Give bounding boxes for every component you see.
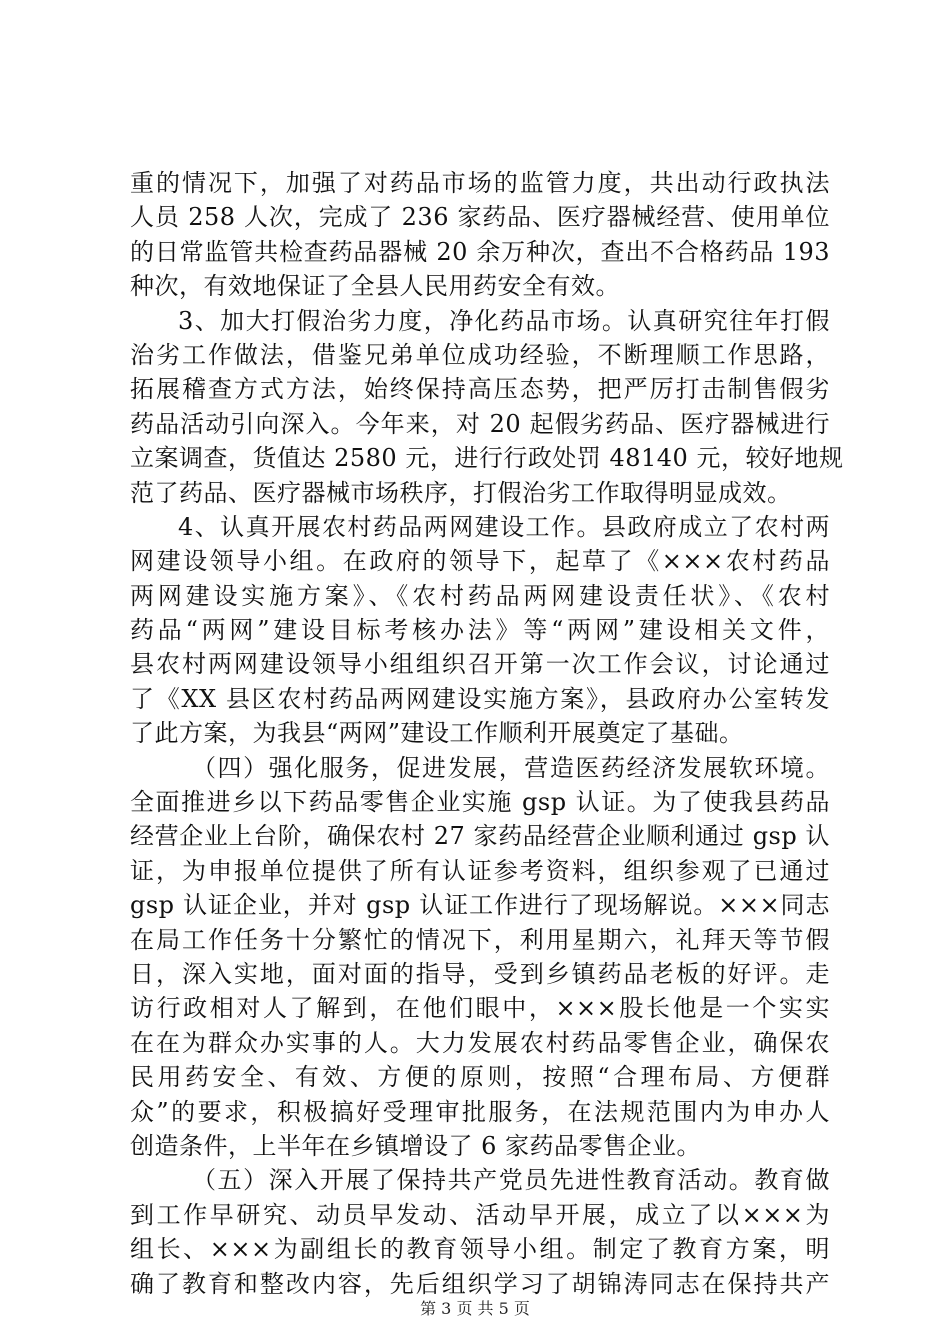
paragraph-start-line: 3、加大打假治劣力度，净化药品市场。认真研究往年打假	[178, 306, 830, 335]
section-heading-line: （五）深入开展了保持共产党员先进性教育活动。教育做	[192, 1166, 830, 1195]
text-line: 两网建设实施方案》、《农村药品两网建设责任状》、《农村	[130, 581, 830, 610]
text-line: 确了教育和整改内容，先后组织学习了胡锦涛同志在保持共产	[130, 1269, 830, 1298]
text-line: 日，深入实地，面对面的指导，受到乡镇药品老板的好评。走	[130, 959, 830, 988]
text-line: 重的情况下，加强了对药品市场的监管力度，共出动行政执法	[130, 169, 830, 197]
text-line: gsp 认证企业，并对 gsp 认证工作进行了现场解说。×××同志	[130, 891, 830, 920]
text-line: 在在为群众办实事的人。大力发展农村药品零售企业，确保农	[130, 1028, 830, 1057]
text-line: 在局工作任务十分繁忙的情况下，利用星期六，礼拜天等节假	[130, 925, 830, 954]
text-line: 民用药安全、有效、方便的原则，按照“合理布局、方便群	[130, 1063, 830, 1092]
text-line: 到工作早研究、动员早发动、活动早开展，成立了以×××为	[130, 1200, 830, 1229]
paragraph-start-line: 4、认真开展农村药品两网建设工作。县政府成立了农村两	[178, 512, 830, 541]
text-line: 众”的要求，积极搞好受理审批服务，在法规范围内为申办人	[130, 1097, 830, 1126]
text-line: 创造条件，上半年在乡镇增设了 6 家药品零售企业。	[130, 1131, 702, 1160]
text-line: 人员 258 人次，完成了 236 家药品、医疗器械经营、使用单位	[130, 203, 830, 232]
page-number-footer: 第 3 页 共 5 页	[420, 1299, 530, 1318]
text-line: 访行政相对人了解到，在他们眼中，×××股长他是一个实实	[130, 994, 830, 1023]
text-line: 范了药品、医疗器械市场秩序，打假治劣工作取得明显成效。	[130, 478, 792, 507]
text-line: 拓展稽查方式方法，始终保持高压态势，把严厉打击制售假劣	[130, 375, 830, 404]
document-body	[130, 166, 844, 1301]
section-heading-line: （四）强化服务，促进发展，营造医药经济发展软环境。	[192, 753, 830, 782]
text-line: 全面推进乡以下药品零售企业实施 gsp 认证。为了使我县药品	[130, 788, 830, 817]
text-line: 经营企业上台阶，确保农村 27 家药品经营企业顺利通过 gsp 认	[130, 822, 830, 851]
text-line: 药品活动引向深入。今年来，对 20 起假劣药品、医疗器械进行	[130, 409, 830, 438]
text-line: 了《XX 县区农村药品两网建设实施方案》，县政府办公室转发	[130, 684, 830, 713]
text-line: 了此方案，为我县“两网”建设工作顺利开展奠定了基础。	[130, 719, 744, 748]
text-line: 证，为申报单位提供了所有认证参考资料，组织参观了已通过	[130, 856, 830, 885]
text-line: 药品“两网”建设目标考核办法》等“两网”建设相关文件，	[130, 616, 830, 645]
text-line: 立案调查，货值达 2580 元，进行行政处罚 48140 元，较好地规	[130, 444, 844, 473]
text-line: 的日常监管共检查药品器械 20 余万种次，查出不合格药品 193	[130, 237, 830, 266]
text-line: 网建设领导小组。在政府的领导下，起草了《×××农村药品	[130, 547, 830, 576]
text-line: 种次，有效地保证了全县人民用药安全有效。	[130, 272, 620, 301]
text-line: 组长、×××为副组长的教育领导小组。制定了教育方案，明	[130, 1235, 830, 1264]
text-line: 治劣工作做法，借鉴兄弟单位成功经验，不断理顺工作思路，	[130, 340, 830, 369]
text-line: 县农村两网建设领导小组组织召开第一次工作会议，讨论通过	[130, 650, 830, 679]
